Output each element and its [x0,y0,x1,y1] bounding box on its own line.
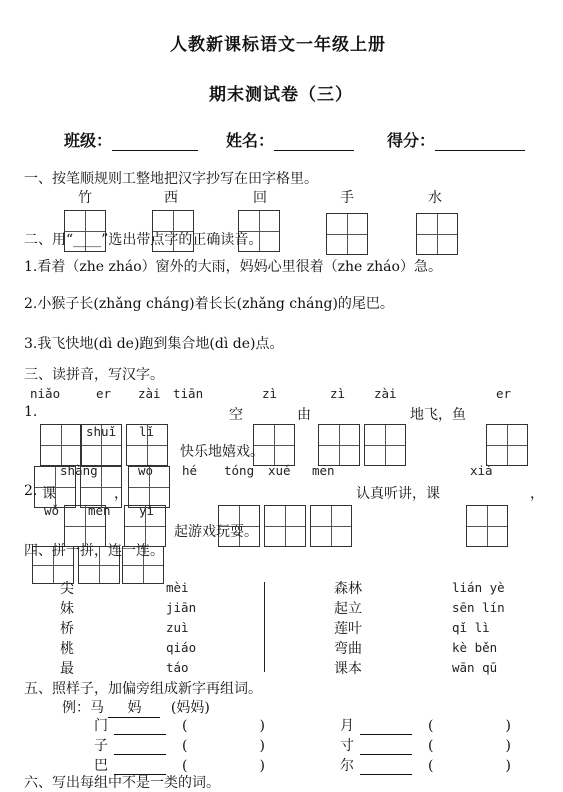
example-word: (妈妈) [170,700,210,716]
row1-number: 1. [24,404,38,420]
pinyin: shuǐ [86,424,117,439]
question-2-3: 3.我飞快地(dì de)跑到集合地(dì de)点。 [24,336,284,352]
copy-char-5: 水 [428,190,442,206]
class-field [64,128,198,151]
tianzige-box[interactable] [486,424,528,466]
tianzige-box[interactable] [318,424,360,466]
pinyin: niǎo [30,386,61,401]
row2-text: 认真听讲，课 [356,486,440,502]
row1-char: 空 [229,407,243,423]
copy-char-1: 竹 [78,190,92,206]
pinyin: zì [262,386,278,401]
match-word[interactable]: 弯曲 [334,641,362,657]
new-char-blank[interactable] [114,720,166,735]
tianzige-box[interactable] [264,505,306,547]
tianzige-box[interactable] [326,213,368,255]
copy-char-3: 回 [253,190,267,206]
match-word-pinyin[interactable]: kè běn [452,640,498,655]
radical-row: 门 ( ) [94,718,265,734]
match-word-pinyin[interactable]: wān qū [452,660,498,675]
radical-char: 巴 [94,758,108,774]
section2-heading: 二、用“____”选出带点字的正确读音。 [24,232,263,248]
row1-text: 地飞，鱼 [410,407,466,423]
match-char[interactable]: 妹 [60,601,74,617]
tianzige-box[interactable] [128,466,170,508]
name-blank[interactable] [274,134,354,151]
radical-char: 寸 [340,738,354,754]
match-pinyin[interactable]: mèi [166,580,189,595]
match-word[interactable]: 起立 [334,601,362,617]
row2-comma: ， [114,486,128,502]
match-pinyin[interactable]: qiáo [166,640,197,655]
question-2-2: 2.小猴子长(zhǎng cháng)着长长(zhǎng cháng)的尾巴。 [24,296,394,312]
score-blank[interactable] [435,134,525,151]
match-word[interactable]: 森林 [334,581,362,597]
match-word[interactable]: 课本 [334,661,362,677]
pinyin: tóng [224,463,255,478]
section5-heading: 五、照样子，加偏旁组成新字再组词。 [24,681,262,697]
tianzige-box[interactable] [40,424,82,466]
new-char-blank[interactable] [360,740,412,755]
pinyin: zài [138,386,161,401]
question-2-1: 1.看着（zhe zháo）窗外的大雨，妈妈心里很着（zhe zháo）急。 [24,259,442,275]
match-word-pinyin[interactable]: qǐ lì [452,620,490,635]
name-field [226,128,354,151]
radical-char: 月 [340,718,354,734]
section3-heading: 三、读拼音，写汉字。 [24,367,164,383]
pinyin: xià [470,463,493,478]
radical-row: 寸 ( ) [340,738,511,754]
section4-heading: 四、拼一拼，连一连。 [24,543,164,559]
tianzige-box[interactable] [416,213,458,255]
tianzige-box[interactable] [364,424,406,466]
pinyin: xué [268,463,291,478]
match-char[interactable]: 最 [60,661,74,677]
match-pinyin[interactable]: zuì [166,620,189,635]
pinyin: yì [139,503,155,518]
match-pinyin[interactable]: jiān [166,600,197,615]
tianzige-box[interactable] [466,505,508,547]
match-word-pinyin[interactable]: lián yè [452,580,505,595]
score-field [387,128,525,151]
example-char: 妈 [108,697,160,718]
pinyin: shàng [60,463,98,478]
row1-end: 快乐地嬉戏。 [180,444,264,460]
row1-char: 由 [297,407,311,423]
match-word-pinyin[interactable]: sēn lín [452,600,505,615]
pinyin: wǒ [138,463,154,478]
row2-end: 起游戏玩耍。 [174,524,258,540]
pinyin: lǐ [139,424,155,439]
name-label: 姓名： [226,131,275,150]
example-label: 例：马 [62,700,104,716]
match-pinyin[interactable]: táo [166,660,189,675]
divider-line [264,582,265,672]
radical-row: 月 ( ) [340,718,511,734]
copy-char-4: 手 [340,190,354,206]
new-char-blank[interactable] [360,760,412,775]
new-char-blank[interactable] [114,740,166,755]
pinyin: men [88,503,111,518]
class-label: 班级： [64,131,113,150]
radical-row: 子 ( ) [94,738,265,754]
radical-char: 门 [94,718,108,734]
row2-char: 课 [42,486,56,502]
pinyin: wǒ [44,503,60,518]
section6-heading: 六、写出每组中不是一类的词。 [24,775,220,791]
page-subtitle: 期末测试卷（三） [209,85,353,105]
pinyin: er [96,386,112,401]
page-title: 人教新课标语文一年级上册 [170,35,386,55]
match-char[interactable]: 桥 [60,621,74,637]
copy-char-2: 西 [164,190,178,206]
match-word[interactable]: 莲叶 [334,621,362,637]
score-label: 得分： [387,131,436,150]
radical-row: 巴 ( ) [94,758,265,774]
pinyin: hé [182,463,198,478]
tianzige-box[interactable] [310,505,352,547]
radical-row: 尔 ( ) [340,758,511,774]
match-char[interactable]: 尖 [60,581,74,597]
pinyin: zài [374,386,397,401]
radical-char: 尔 [340,758,354,774]
pinyin: zì [330,386,346,401]
radical-char: 子 [94,738,108,754]
row2-comma: ， [530,486,544,502]
class-blank[interactable] [112,134,198,151]
pinyin: er [496,386,512,401]
section1-heading: 一、按笔顺规则工整地把汉字抄写在田字格里。 [24,171,318,187]
pinyin: tiān [173,386,204,401]
pinyin: men [312,463,335,478]
match-char[interactable]: 桃 [60,641,74,657]
row2-number: 2. [24,483,38,499]
new-char-blank[interactable] [360,720,412,735]
